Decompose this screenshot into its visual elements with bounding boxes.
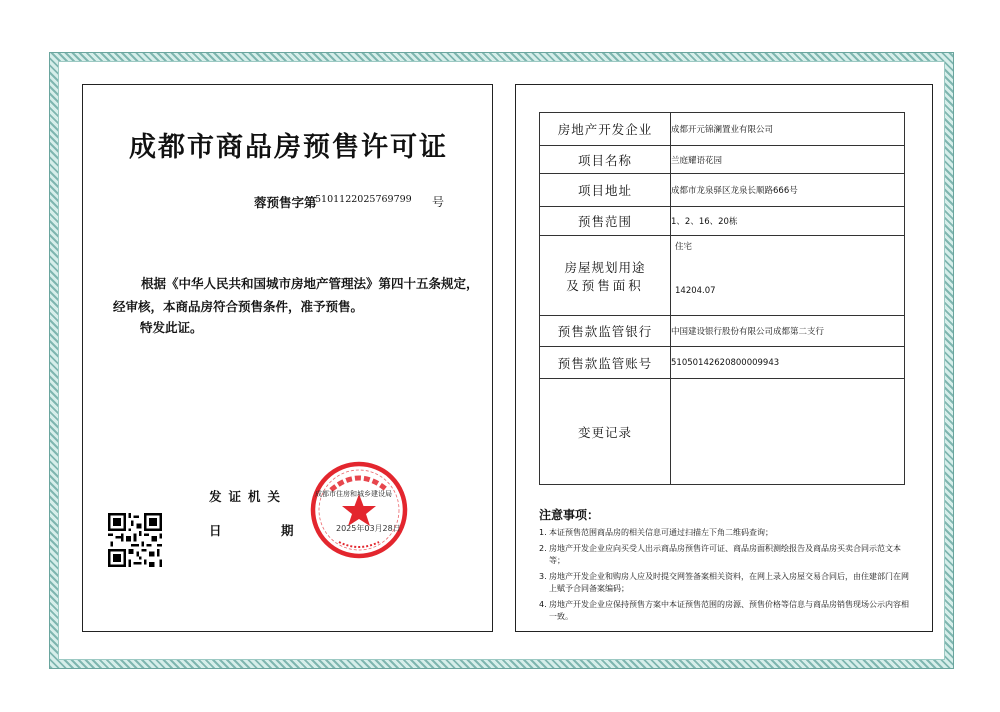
presale-scope-value: 1、2、16、20栋: [671, 207, 905, 236]
change-record-value: [671, 379, 905, 485]
note-number: 1.: [539, 528, 547, 537]
note-text: 本证预售范围商品房的相关信息可通过扫描左下角二维码查询；: [549, 528, 773, 537]
table-row: [540, 316, 905, 347]
note-text: 房地产开发企业和购房人应及时提交网签备案相关资料，在网上录入房屋交易合同后，由住建部门在网上赋予合同备案编码；: [549, 572, 909, 593]
usage-label-line-2: 及预售面积: [566, 277, 644, 293]
serial-suffix: 号: [432, 195, 445, 209]
supervising-bank-label: 预售款监管银行: [540, 316, 671, 347]
table-row: [540, 379, 905, 485]
official-seal-icon: [309, 460, 409, 560]
project-address-value: 成都市龙泉驿区龙泉长顺路666号: [671, 174, 905, 207]
closing-text: 特发此证。: [140, 320, 203, 335]
project-details-table: [539, 112, 905, 485]
table-row: [540, 146, 905, 174]
planned-usage-value: 住宅: [675, 242, 693, 252]
usage-area-value: [671, 236, 905, 316]
list-item: [539, 599, 911, 623]
list-item: [539, 527, 911, 539]
usage-area-label: [540, 236, 671, 316]
note-text: 房地产开发企业应向买受人出示商品房预售许可证、商品房面积测绘报告及商品房买卖合同示范文本等；: [549, 544, 901, 565]
project-address-label: 项目地址: [540, 174, 671, 207]
note-number: 4.: [539, 600, 547, 609]
certificate-right-page: [515, 84, 933, 632]
certificate-title: 成都市商品房预售许可证: [129, 132, 448, 163]
table-row: [540, 236, 905, 316]
table-row: [540, 207, 905, 236]
project-name-value: 兰庭耀语花园: [671, 146, 905, 174]
seal-date-text: 2025年03月28日: [336, 524, 401, 533]
note-number: 3.: [539, 572, 547, 581]
serial-number: 5101122025769799: [315, 194, 412, 205]
note-number: 2.: [539, 544, 547, 553]
supervision-account-label: 预售款监管账号: [540, 347, 671, 379]
presale-scope-label: 预售范围: [540, 207, 671, 236]
certificate-left-page: [82, 84, 493, 632]
note-text: 房地产开发企业应保持预售方案中本证预售范围的房源、预售价格等信息与商品房销售现场公示内容相一致。: [549, 600, 909, 621]
issuer-label: 发证机关: [209, 489, 288, 504]
serial-label: 蓉预售字第: [254, 195, 317, 210]
supervision-account-value: 51050142620800009943: [671, 347, 905, 379]
table-row: [540, 174, 905, 207]
presale-area-value: 14204.07: [675, 286, 716, 296]
project-name-label: 项目名称: [540, 146, 671, 174]
seal-department-text: 成都市住房和城乡建设局: [315, 490, 392, 498]
date-label-char-1: 日: [209, 523, 222, 538]
developer-label: 房地产开发企业: [540, 113, 671, 146]
date-label-char-2: 期: [281, 523, 294, 538]
notes-list: [539, 527, 911, 623]
notes-title: 注意事项：: [539, 508, 600, 522]
change-record-label: 变更记录: [540, 379, 671, 485]
list-item: [539, 571, 911, 595]
certificate-body-text: 根据《中华人民共和国城市房地产管理法》第四十五条规定，经审核，本商品房符合预售条件，准予预售。: [113, 276, 479, 314]
table-row: [540, 347, 905, 379]
table-row: [540, 113, 905, 146]
qr-code-icon[interactable]: [108, 513, 162, 567]
list-item: [539, 543, 911, 567]
usage-label-line-1: 房屋规划用途: [564, 259, 646, 275]
supervising-bank-value: 中国建设银行股份有限公司成都第二支行: [671, 316, 905, 347]
developer-value: 成都开元锦澜置业有限公司: [671, 113, 905, 146]
notes-section: [539, 506, 911, 627]
